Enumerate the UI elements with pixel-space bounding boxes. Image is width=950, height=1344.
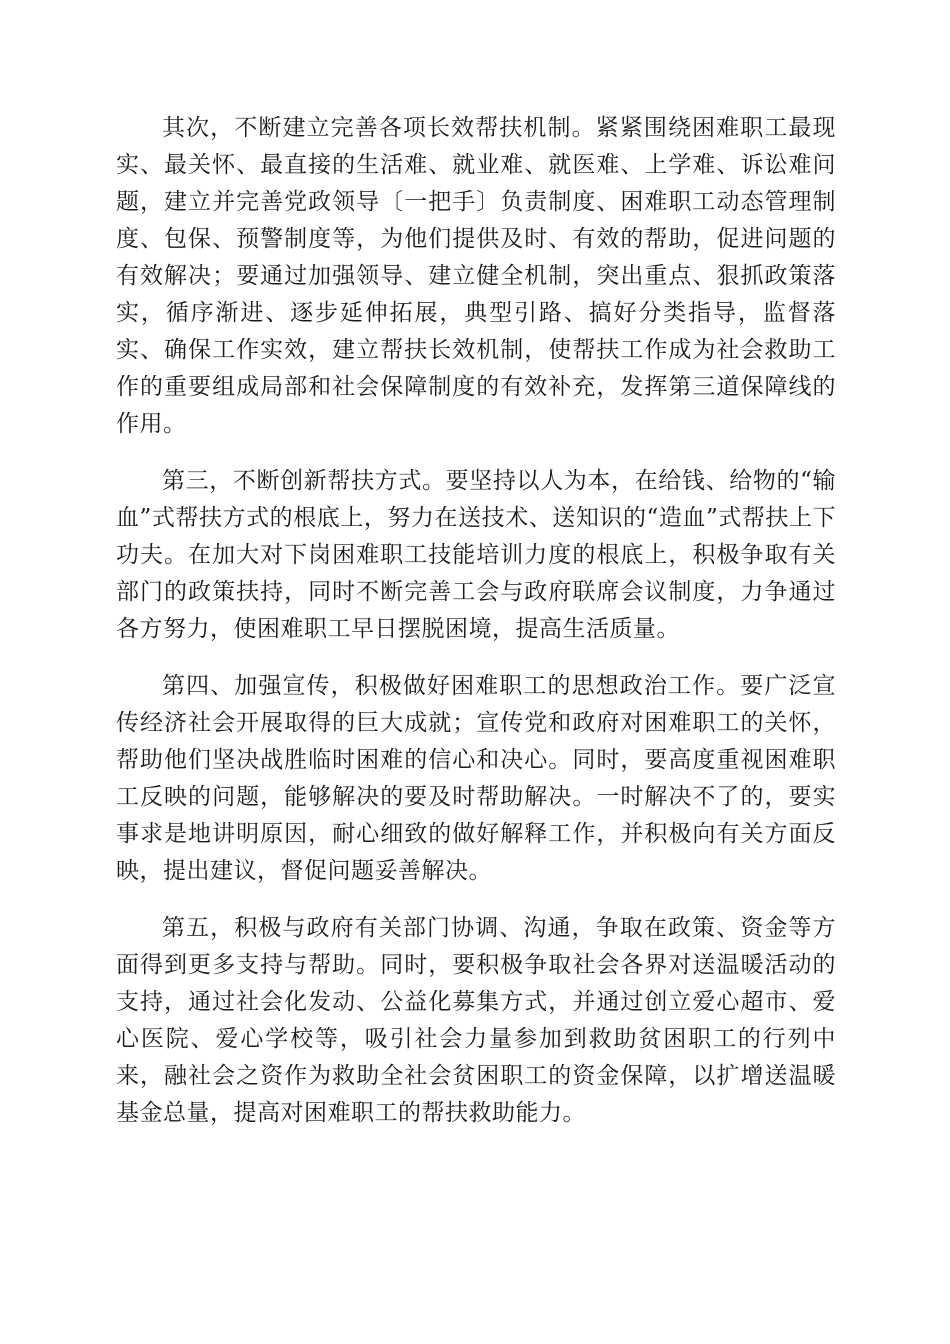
paragraph-third-measure: 第三，不断创新帮扶方式。要坚持以人为本，在给钱、给物的“输血”式帮扶方式的根底上，努力在送技术、送知识的“造血”式帮扶上下功夫。在加大对下岗困难职工技能培训力度的根底上，积极争取有关部门的政策扶持，同时不断完善工会与政府联席会议制度，力争通过各方努力，使困难职工早日摆脱困境，提高生活质量。 xyxy=(116,468,836,642)
document-body xyxy=(116,110,836,1152)
paragraph-fifth-measure: 第五，积极与政府有关部门协调、沟通，争取在政策、资金等方面得到更多支持与帮助。同时，要积极争取社会各界对送温暖活动的支持，通过社会化发动、公益化募集方式，并通过创立爱心超市、爱心医院、爱心学校等，吸引社会力量参加到救助贫困职工的行列中来，融社会之资作为救助全社会贫困职工的资金保障，以扩增送温暖基金总量，提高对困难职工的帮扶救助能力。 xyxy=(116,915,836,1126)
paragraph-fourth-measure: 第四、加强宣传，积极做好困难职工的思想政治工作。要广泛宣传经济社会开展取得的巨大成就；宣传党和政府对困难职工的关怀，帮助他们坚决战胜临时困难的信心和决心。同时，要高度重视困难职工反映的问题，能够解决的要及时帮助解决。一时解决不了的，要实事求是地讲明原因，耐心细致的做好解释工作，并积极向有关方面反映，提出建议，督促问题妥善解决。 xyxy=(116,673,836,884)
paragraph-second-measure: 其次，不断建立完善各项长效帮扶机制。紧紧围绕困难职工最现实、最关怀、最直接的生活难、就业难、就医难、上学难、诉讼难问题，建立并完善党政领导〔一把手〕负责制度、困难职工动态管理制度、包保、预警制度等，为他们提供及时、有效的帮助，促进问题的有效解决；要通过加强领导、建立健全机制，突出重点、狠抓政策落实，循序渐进、逐步延伸拓展，典型引路、搞好分类指导，监督落实、确保工作实效，建立帮扶长效机制，使帮扶工作成为社会救助工作的重要组成局部和社会保障制度的有效补充，发挥第三道保障线的作用。 xyxy=(116,115,836,437)
